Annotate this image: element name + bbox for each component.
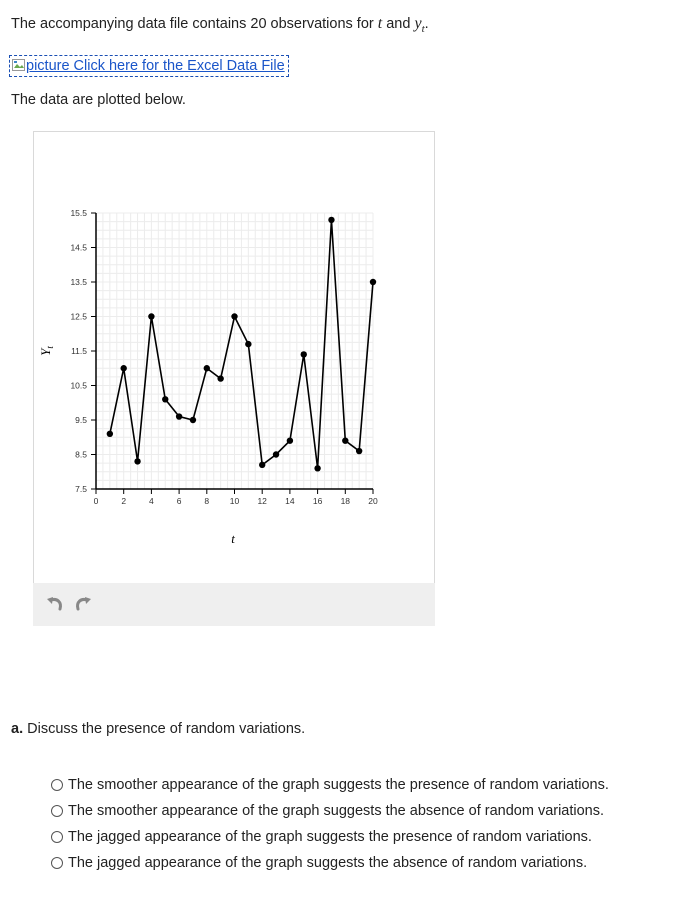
- data-point: [217, 375, 223, 381]
- x-tick-label: 8: [204, 496, 210, 506]
- radio-button[interactable]: [51, 831, 63, 843]
- chart-panel: [33, 131, 435, 584]
- y-tick-label: 14.5: [70, 242, 87, 253]
- undo-icon: [45, 596, 65, 614]
- redo-button[interactable]: [73, 596, 93, 614]
- data-point: [301, 351, 307, 357]
- data-point: [370, 279, 376, 285]
- data-point: [245, 341, 251, 347]
- x-tick-label: 0: [93, 496, 99, 506]
- excel-data-file-label: picture Click here for the Excel Data File: [26, 58, 285, 74]
- data-point: [121, 365, 127, 371]
- data-point: [273, 451, 279, 457]
- data-point: [162, 396, 168, 402]
- variable-y-subscript: t: [421, 23, 425, 36]
- y-tick-label: 9.5: [75, 415, 87, 425]
- data-point: [314, 465, 320, 471]
- variable-t: t: [377, 15, 383, 32]
- radio-button[interactable]: [51, 779, 63, 791]
- radio-button[interactable]: [51, 857, 63, 869]
- data-point: [204, 365, 210, 371]
- intro-text: [11, 15, 429, 35]
- y-tick-label: 8.5: [75, 449, 87, 460]
- redo-icon: [73, 596, 93, 614]
- y-tick-label: 13.5: [70, 277, 87, 287]
- answer-option[interactable]: [51, 772, 609, 798]
- question-label: a.: [11, 721, 24, 737]
- undo-button[interactable]: [45, 596, 65, 614]
- data-point: [342, 438, 348, 444]
- intro-and: and: [382, 16, 415, 32]
- broken-image-icon: [12, 59, 26, 72]
- x-tick-label: 10: [229, 496, 240, 506]
- excel-data-file-link[interactable]: [9, 55, 289, 77]
- option-label: The smoother appearance of the graph suggests the presence of random variations.: [68, 777, 609, 793]
- radio-button[interactable]: [51, 805, 63, 817]
- plotted-text: The data are plotted below.: [11, 92, 186, 108]
- answer-options: [51, 772, 609, 876]
- line-chart: [34, 132, 434, 583]
- y-axis-label-main: Y: [38, 348, 53, 356]
- x-tick-label: 18: [340, 496, 351, 506]
- x-tick-label: 4: [149, 496, 154, 506]
- data-point: [148, 313, 154, 319]
- x-axis-label: t: [231, 531, 235, 546]
- question-text: Discuss the presence of random variations.: [23, 721, 306, 737]
- x-tick-label: 14: [285, 496, 295, 506]
- data-point: [356, 448, 362, 454]
- data-point: [287, 438, 293, 444]
- answer-option[interactable]: [51, 798, 609, 824]
- x-tick-label: 12: [257, 496, 267, 506]
- answer-option[interactable]: [51, 850, 609, 876]
- data-point: [107, 431, 113, 437]
- y-axis-label-subscript: t: [45, 346, 55, 349]
- data-point: [134, 458, 140, 464]
- chart-grid: [96, 213, 373, 489]
- y-tick-label: 12.5: [70, 311, 87, 322]
- variable-y-letter: y: [414, 15, 422, 32]
- variable-y: [414, 15, 425, 36]
- x-tick-label: 20: [368, 496, 378, 506]
- y-tick-label: 10.5: [70, 380, 87, 391]
- data-point: [190, 417, 196, 423]
- data-point: [176, 413, 182, 419]
- x-tick-label: 6: [176, 496, 182, 506]
- option-label: The jagged appearance of the graph suggests the presence of random variations.: [68, 829, 592, 845]
- x-tick-label: 16: [312, 496, 323, 506]
- option-label: The jagged appearance of the graph suggests the absence of random variations.: [68, 855, 588, 871]
- y-tick-label: 7.5: [75, 484, 87, 494]
- y-axis-label: [38, 346, 55, 356]
- intro-end: .: [424, 16, 429, 32]
- data-point: [328, 217, 334, 223]
- data-point: [231, 313, 237, 319]
- question-a: [11, 721, 305, 737]
- chart-toolbar: [33, 583, 435, 626]
- y-tick-label: 11.5: [71, 346, 87, 356]
- option-label: The smoother appearance of the graph suggests the absence of random variations.: [68, 803, 605, 819]
- x-tick-label: 2: [121, 496, 127, 506]
- intro-prefix: The accompanying data file contains 20 observations for: [11, 16, 378, 32]
- y-tick-label: 15.5: [70, 208, 87, 218]
- answer-option[interactable]: [51, 824, 609, 850]
- data-point: [259, 462, 265, 468]
